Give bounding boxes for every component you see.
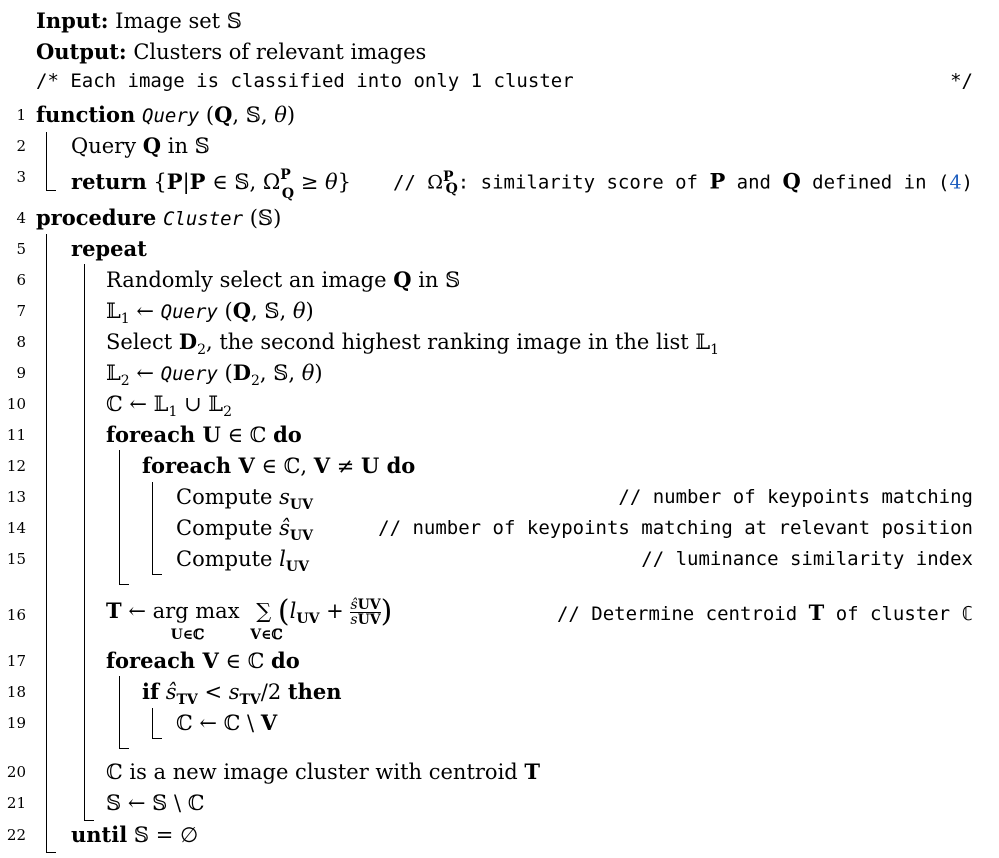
line-number: 17	[6, 652, 26, 670]
note-end: */	[950, 70, 973, 92]
line-text: procedure Cluster (𝕊)	[36, 205, 282, 230]
line-text: Randomly select an image Q in 𝕊	[106, 267, 461, 292]
algo-line-8	[0, 327, 999, 357]
algo-line-4	[0, 203, 999, 233]
algo-line-7	[0, 296, 999, 326]
algo-line-9	[0, 358, 999, 388]
line-text: foreach U ∈ ℂ do	[106, 422, 302, 447]
line-number: 13	[6, 488, 26, 506]
line-number: 20	[6, 763, 26, 781]
algo-line-21	[0, 788, 999, 818]
algo-line-22	[0, 820, 999, 850]
algo-line-10	[0, 389, 999, 419]
algo-line-1	[0, 100, 999, 130]
line-text: ℂ ← 𝕃$_1$ ∪ 𝕃$_2$	[106, 392, 232, 421]
algo-line-6	[0, 265, 999, 295]
line-number: 16	[6, 606, 26, 624]
line-text: Query Q in 𝕊	[71, 133, 210, 158]
line-text: Compute $l_{UV}$	[176, 547, 309, 576]
line-comment: // number of keypoints matching	[618, 486, 973, 508]
line-number: 8	[16, 333, 26, 351]
line-number: 21	[6, 794, 26, 812]
line-text: 𝕃$_2$ ← Query ($D_2$, 𝕊, θ)	[106, 360, 323, 390]
note-line	[36, 70, 973, 92]
algo-line-13	[0, 482, 999, 512]
line-number: 2	[16, 137, 26, 155]
algo-line-18	[0, 677, 999, 707]
algo-line-17	[0, 646, 999, 676]
algo-line-12	[0, 451, 999, 481]
line-text: foreach V ∈ ℂ, V ≠ U do	[142, 453, 416, 478]
line-text: 𝕊 ← 𝕊 \ ℂ	[106, 791, 205, 815]
algo-line-3	[0, 162, 999, 203]
line-text: ℂ ← ℂ \ V	[176, 710, 278, 735]
line-number: 14	[6, 519, 26, 537]
line-text: T ← arg max U∈ℂ ∑ V∈ℂ ($l_{UV}$ + ŝUV sUV)	[106, 594, 393, 643]
line-comment: // luminance similarity index	[641, 548, 973, 570]
line-text: Compute $s_{UV}$	[176, 485, 313, 514]
algo-line-5	[0, 234, 999, 264]
algo-line-11	[0, 420, 999, 450]
line-comment: // number of keypoints matching at relevant position	[378, 517, 973, 539]
line-text: until 𝕊 = ∅	[71, 822, 199, 847]
input-line: Input: Image set 𝕊	[36, 8, 242, 33]
line-text: Select $D_2$, the second highest ranking image in the list 𝕃$_1$	[106, 329, 720, 359]
line-text: 𝕃$_1$ ← Query (Q, 𝕊, θ)	[106, 298, 314, 328]
algo-line-14	[0, 513, 999, 543]
line-number: 7	[16, 302, 26, 320]
line-text: if $ŝ_{TV} < s_{TV}/2$ then	[142, 679, 342, 709]
note-text: /* Each image is classified into only 1 cluster	[36, 70, 574, 92]
line-number: 15	[6, 550, 26, 568]
algo-line-16	[0, 592, 999, 643]
algo-line-15	[0, 544, 999, 574]
line-number: 22	[6, 826, 26, 844]
line-number: 19	[6, 714, 26, 732]
line-number: 11	[6, 426, 26, 444]
line-number: 12	[6, 457, 26, 475]
line-text: return {P|P ∈ 𝕊, $\Omega^P_Q \ge \theta$}	[71, 167, 351, 203]
algo-line-20	[0, 757, 999, 787]
output-line: Output: Clusters of relevant images	[36, 39, 427, 64]
line-number: 3	[16, 168, 26, 186]
line-text: repeat	[71, 236, 147, 261]
line-number: 18	[6, 683, 26, 701]
line-number: 9	[16, 364, 26, 382]
line-number: 10	[6, 395, 26, 413]
line-number: 6	[16, 271, 26, 289]
line-text: Compute $ŝ_{UV}$	[176, 516, 313, 545]
algo-line-2	[0, 131, 999, 161]
line-comment: // Determine centroid T of cluster ℂ	[556, 600, 973, 625]
line-number: 1	[16, 106, 26, 124]
line-number: 4	[16, 209, 26, 227]
line-text: function Query (Q, 𝕊, θ)	[36, 102, 296, 127]
line-text: foreach V ∈ ℂ do	[106, 648, 300, 673]
line-number: 5	[16, 240, 26, 258]
algo-line-19	[0, 708, 999, 738]
line-text: ℂ is a new image cluster with centroid T	[106, 759, 541, 784]
line-comment: // $\Omega^P_Q$: similarity score of P and Q defined in (4)	[392, 168, 973, 198]
